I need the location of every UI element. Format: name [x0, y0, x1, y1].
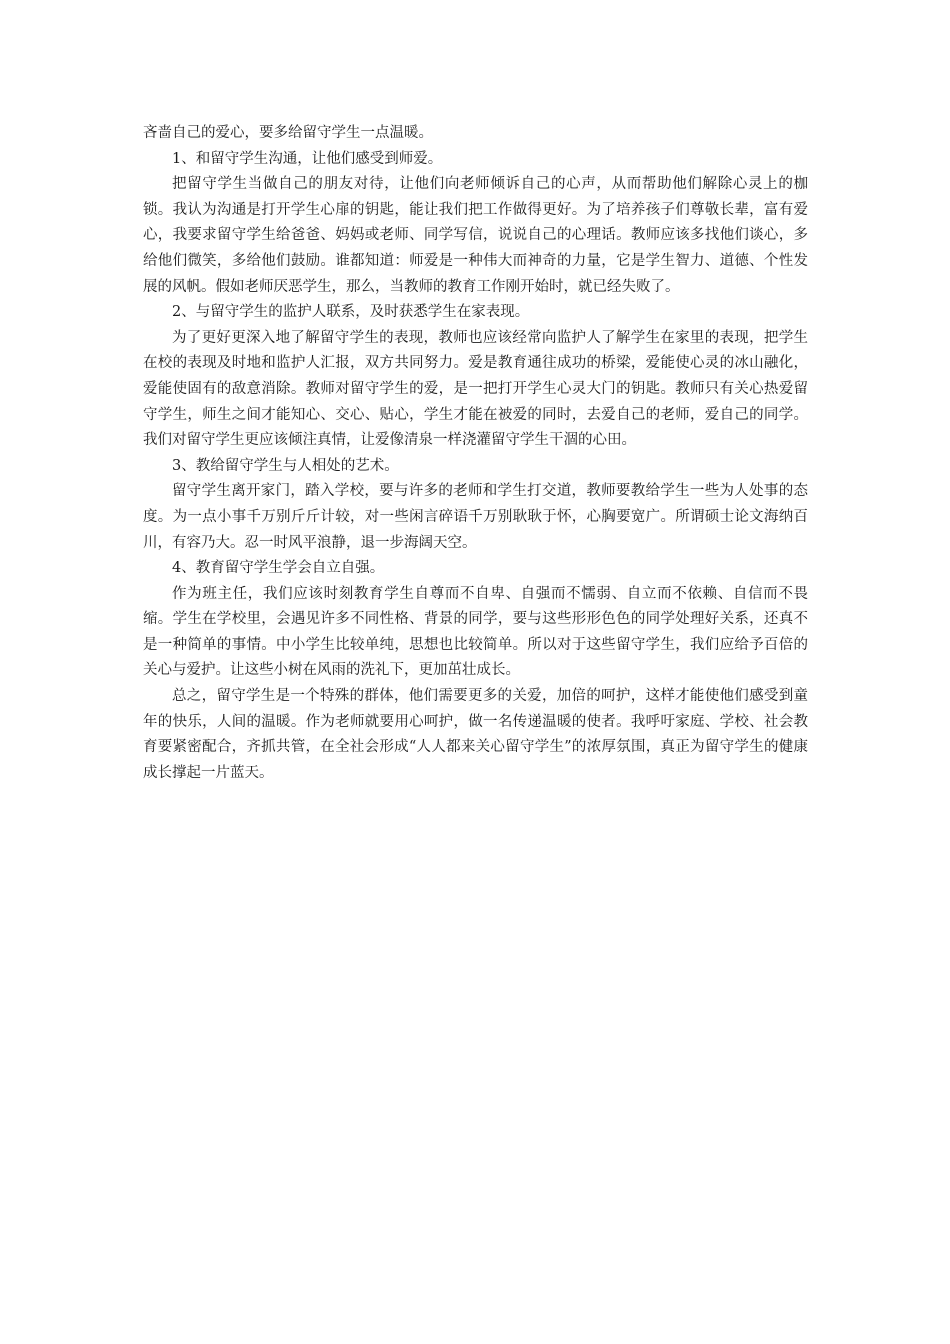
paragraph-continuation: 吝啬自己的爱心，要多给留守学生一点温暖。 — [143, 125, 433, 141]
section-heading-1: 1、和留守学生沟通，让他们感受到师爱。 — [172, 150, 443, 167]
paragraph: 留守学生离开家门，踏入学校，要与许多的老师和学生打交道，教师要教给学生一些为人处事的态度。为一点小事千万别斤斤计较，对一些闲言碎语千万别耿耿于怀，心胸要宽广。所谓硕士论文海纳百川，有容乃大。忍一时风平浪静，退一步海阔天空。 — [143, 483, 808, 551]
conclusion-paragraph: 总之，留守学生是一个特殊的群体，他们需要更多的关爱，加倍的呵护，这样才能使他们感受到童年的快乐，人间的温暖。作为老师就要用心呵护，做一名传递温暖的使者。我呼吁家庭、学校、社会教育要紧密配合，齐抓共管，在全社会形成“人人都来关心留守学生”的浓厚氛围，真正为留守学生的健康成长撑起一片蓝天。 — [143, 688, 808, 781]
paragraph: 作为班主任，我们应该时刻教育学生自尊而不自卑、自强而不懦弱、自立而不依赖、自信而不畏缩。学生在学校里，会遇见许多不同性格、背景的同学，要与这些形形色色的同学处理好关系，还真不是一种简单的事情。中小学生比较单纯，思想也比较简单。所以对于这些留守学生，我们应给予百倍的关心与爱护。让这些小树在风雨的洗礼下，更加茁壮成长。 — [143, 585, 808, 679]
section-heading-4: 4、教育留守学生学会自立自强。 — [172, 560, 385, 577]
section-heading-2: 2、与留守学生的监护人联系，及时获悉学生在家表现。 — [172, 304, 530, 321]
document-body — [143, 121, 808, 786]
paragraph: 把留守学生当做自己的朋友对待，让他们向老师倾诉自己的心声，从而帮助他们解除心灵上的枷锁。我认为沟通是打开学生心扉的钥匙，能让我们把工作做得更好。为了培养孩子们尊敬长辈，富有爱心，我要求留守学生给爸爸、妈妈或老师、同学写信，说说自己的心理话。教师应该多找他们谈心，多给他们微笑，多给他们鼓励。谁都知道：师爱是一种伟大而神奇的力量，它是学生智力、道德、个性发展的风帆。假如老师厌恶学生，那么，当教师的教育工作刚开始时，就已经失败了。 — [143, 176, 808, 295]
paragraph: 为了更好更深入地了解留守学生的表现，教师也应该经常向监护人了解学生在家里的表现，把学生在校的表现及时地和监护人汇报，双方共同努力。爱是教育通往成功的桥梁，爱能使心灵的冰山融化，爱能使固有的敌意消除。教师对留守学生的爱，是一把打开学生心灵大门的钥匙。教师只有关心热爱留守学生，师生之间才能知心、交心、贴心，学生才能在被爱的同时，去爱自己的老师，爱自己的同学。我们对留守学生更应该倾注真情，让爱像清泉一样浇灌留守学生干涸的心田。 — [143, 329, 808, 449]
section-heading-3: 3、教给留守学生与人相处的艺术。 — [172, 457, 399, 474]
